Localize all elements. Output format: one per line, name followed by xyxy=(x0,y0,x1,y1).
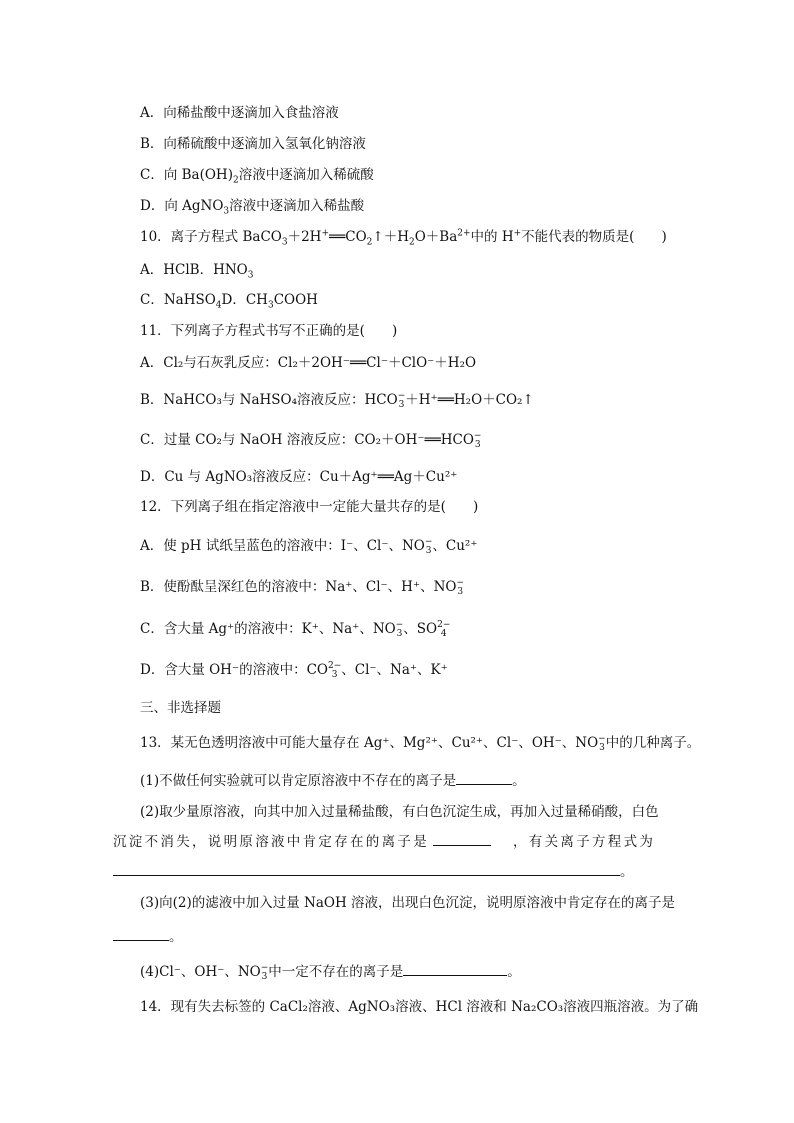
question-13-stem: 13．某无色透明溶液中可能大量存在 Ag⁺、Mg²⁺、Cu²⁺、Cl⁻、OH⁻、NO − 3 中的几种离子。 xyxy=(140,733,701,753)
question-13-part-4: (4)Cl⁻、OH⁻、NO − 3 中一定不存在的离子是 。 xyxy=(140,962,521,982)
question-13-part-2-line-3: 。 xyxy=(113,862,634,881)
q9-option-c: C．向 $Ba(OH)_2$溶液中逐滴加入稀硫酸 xyxy=(140,167,374,186)
q9-option-d: D．向 AgNO$_3$溶液中逐滴加入稀盐酸 xyxy=(140,198,365,217)
question-11-option-b: B．NaHCO₃与 NaHSO₄溶液反应：HCO − 3 ＋H⁺══H₂O＋CO₂↑ xyxy=(140,390,534,410)
answer-blank[interactable] xyxy=(113,927,169,941)
question-12-option-a: A．使 pH 试纸呈蓝色的溶液中：I⁻、Cl⁻、NO − 3 、Cu²⁺ xyxy=(140,536,478,556)
question-12-option-b: B．使酚酞呈深红色的溶液中：Na⁺、Cl⁻、H⁺、NO − 3 xyxy=(140,577,465,597)
q9-option-b: B．向稀硫酸中逐滴加入氢氧化钠溶液 xyxy=(140,136,366,152)
question-11-stem: 11．下列离子方程式书写不正确的是( ) xyxy=(140,323,398,339)
question-11-option-c: C．过量 CO₂与 NaOH 溶液反应：CO₂＋OH⁻══HCO − 3 xyxy=(140,430,482,450)
answer-blank[interactable] xyxy=(113,862,620,876)
question-14-stem: 14．现有失去标签的 CaCl₂溶液、AgNO₃溶液、HCl 溶液和 Na₂CO₃溶液四瓶溶液。为了确 xyxy=(140,999,699,1015)
q9-option-a: A．向稀盐酸中逐滴加入食盐溶液 xyxy=(140,105,339,121)
question-12-stem: 12．下列离子组在指定溶液中一定能大量共存的是( ) xyxy=(140,499,479,515)
question-12-option-d: D．含大量 OH⁻的溶液中：CO 2− 3 、Cl⁻、Na⁺、K⁺ xyxy=(140,660,448,680)
question-11-option-d: D．Cu 与 AgNO₃溶液反应：Cu＋Ag⁺══Ag＋Cu²⁺ xyxy=(140,469,458,485)
answer-blank[interactable] xyxy=(403,962,507,976)
question-13-part-2-line-2: 沉淀不消失，说明原溶液中肯定存在的离子是 ，有关离子方程式为 xyxy=(113,834,656,850)
question-13-part-2-line-1: (2)取少量原溶液，向其中加入过量稀盐酸，有白色沉淀生成，再加入过量稀硝酸，白色 xyxy=(140,804,659,820)
question-11-option-a: A．Cl₂与石灰乳反应：Cl₂＋2OH⁻══Cl⁻＋ClO⁻＋H₂O xyxy=(140,355,477,371)
question-10-options-cd: C．NaHSO$_4$D．$CH_3COOH$ xyxy=(140,292,318,311)
answer-blank[interactable] xyxy=(456,771,512,785)
question-13-part-3-line-1: (3)向(2)的滤液中加入过量 NaOH 溶液，出现白色沉淀，说明原溶液中肯定存在的离子是 xyxy=(140,895,676,911)
question-13-part-1: (1)不做任何实验就可以肯定原溶液中不存在的离子是 。 xyxy=(140,773,526,789)
question-13-part-3-line-2: 。 xyxy=(113,927,183,946)
question-10-stem: 10．离子方程式 $BaCO_3+2H^+══CO_2↑+H_2O+Ba^{2+}$中的 H+不能代表的物质是( ) xyxy=(140,228,667,248)
section-heading: 三、非选择题 xyxy=(140,700,221,716)
answer-blank[interactable] xyxy=(433,832,491,846)
question-12-option-c: C．含大量 Ag⁺的溶液中：K⁺、Na⁺、NO − 3 、SO 2− 4 xyxy=(140,619,451,639)
question-10-options-ab: A．HClB．$HNO_3$ xyxy=(140,262,254,281)
